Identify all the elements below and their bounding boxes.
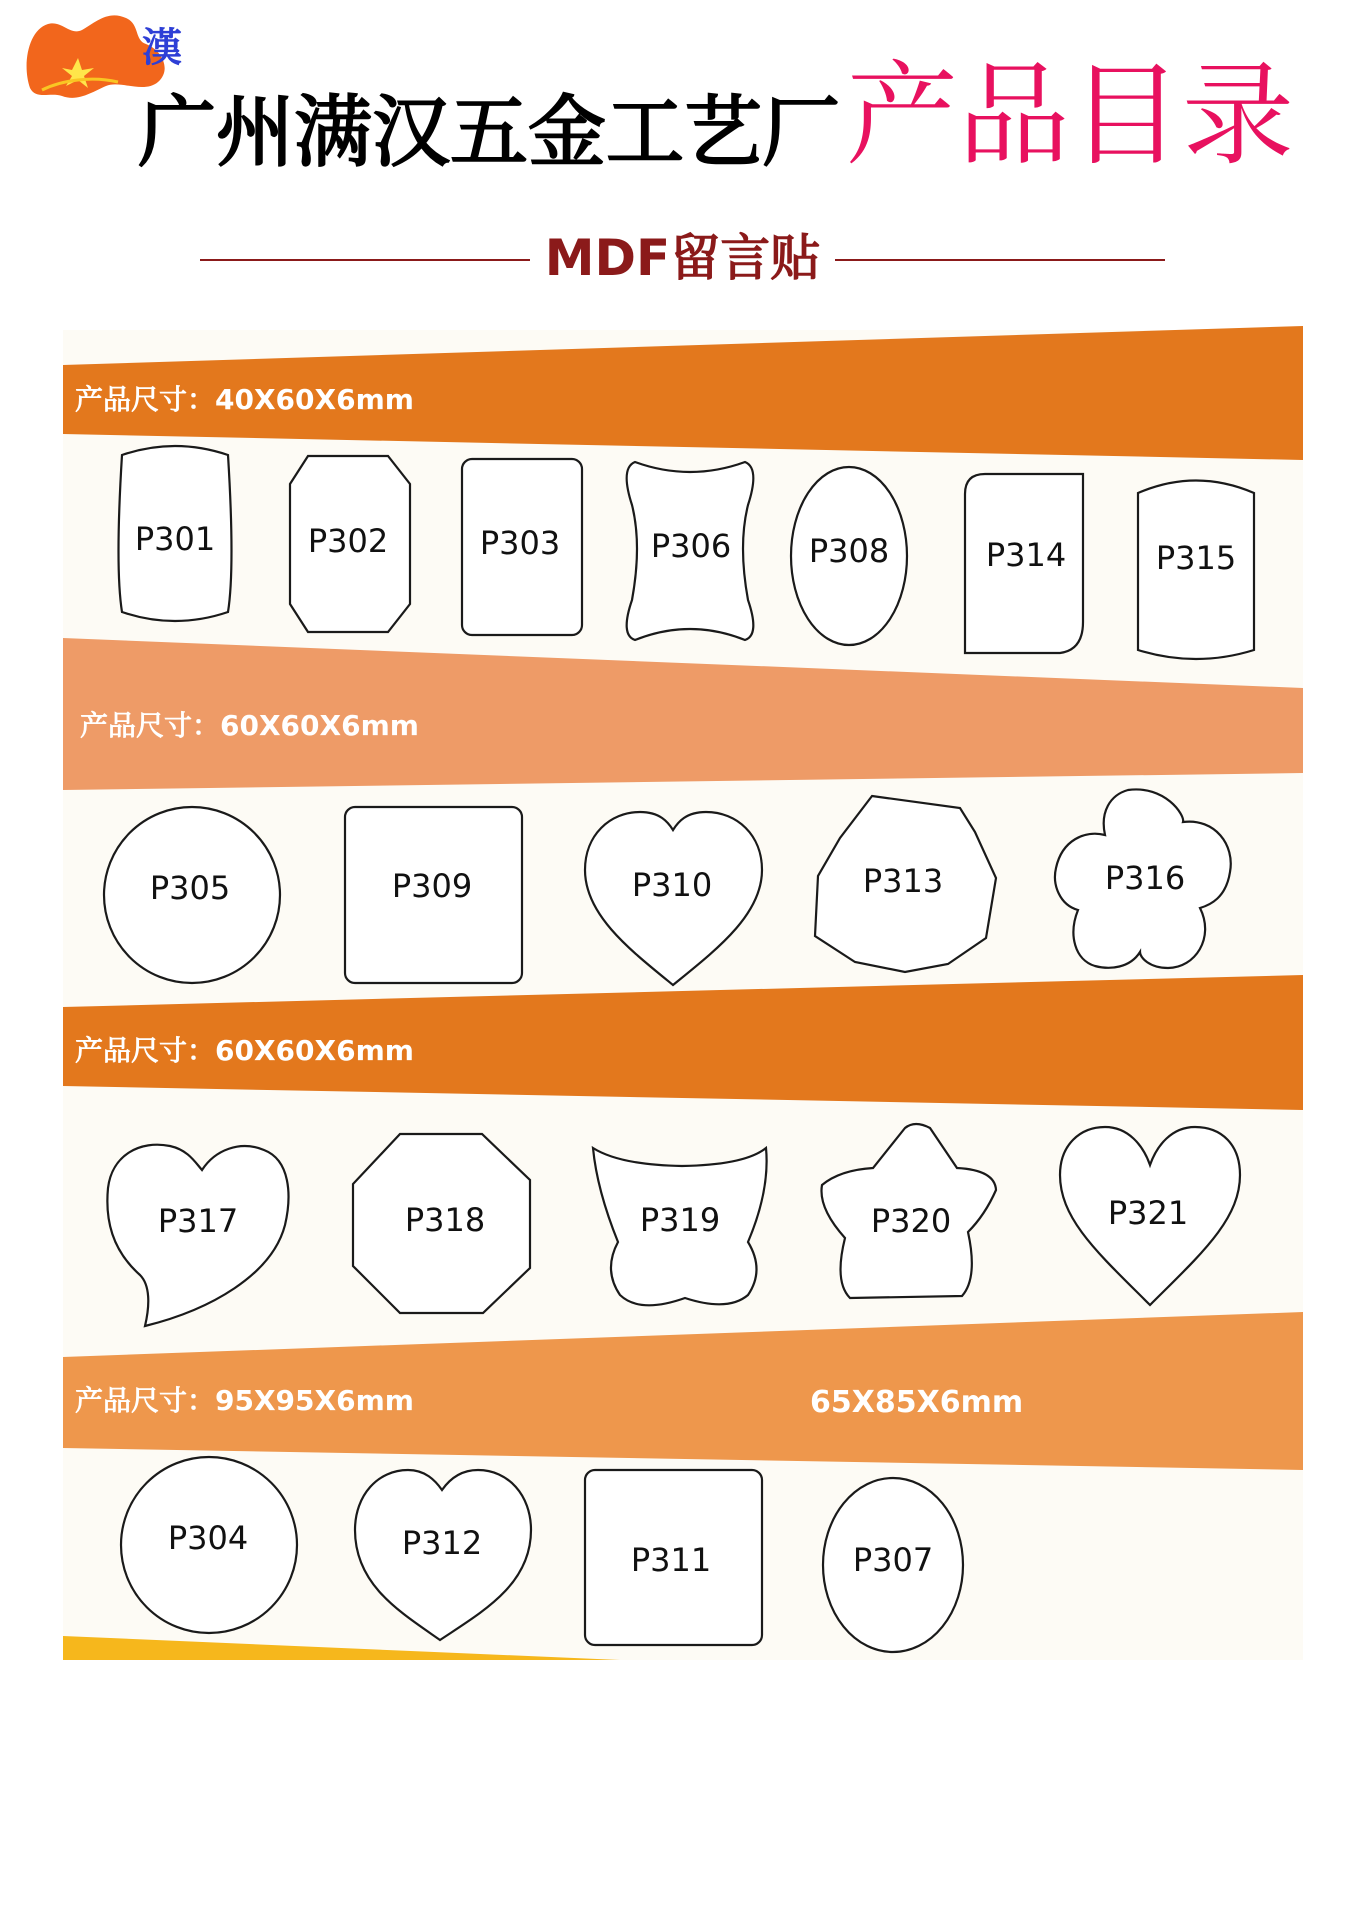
product-code: P305 (149, 869, 231, 907)
product-code: P320 (870, 1202, 952, 1240)
product-P319 (593, 1148, 767, 1305)
product-code: P306 (650, 527, 732, 565)
product-P305 (104, 807, 280, 983)
product-P318 (353, 1134, 530, 1313)
product-P311 (585, 1470, 762, 1645)
catalog-heading: 产品目录 (846, 51, 1295, 181)
band-4-size-label: 产品尺寸：95X95X6mm (75, 1384, 414, 1417)
product-P304 (121, 1457, 297, 1633)
product-code: P311 (630, 1541, 712, 1579)
product-code: P302 (307, 522, 389, 560)
product-code: P321 (1107, 1194, 1189, 1232)
product-P309 (345, 807, 522, 983)
company-name: 广州满汉五金工艺厂 (138, 88, 841, 178)
product-P302 (290, 456, 410, 632)
product-code: P315 (1155, 539, 1237, 577)
product-code: P312 (401, 1524, 483, 1562)
product-P301 (119, 446, 232, 621)
product-code: P319 (639, 1201, 721, 1239)
band-2-size-label: 产品尺寸：60X60X6mm (80, 709, 419, 742)
product-code: P307 (852, 1541, 934, 1579)
product-P303 (462, 459, 582, 635)
product-code: P318 (404, 1201, 486, 1239)
product-code: P310 (631, 866, 713, 904)
product-code: P313 (862, 862, 944, 900)
product-code: P309 (391, 867, 473, 905)
product-P308 (791, 467, 907, 645)
band-1-size-label: 产品尺寸：40X60X6mm (75, 383, 414, 416)
product-code: P317 (157, 1202, 239, 1240)
product-P307 (823, 1478, 963, 1652)
band-3-size-label: 产品尺寸：60X60X6mm (75, 1034, 414, 1067)
product-P315 (1138, 481, 1254, 660)
product-code: P303 (479, 524, 561, 562)
product-code: P316 (1104, 859, 1186, 897)
product-P314 (965, 474, 1083, 653)
product-line-title: MDF留言贴 (544, 229, 821, 287)
product-code: P301 (134, 520, 216, 558)
product-code: P308 (808, 532, 890, 570)
logo-character: 漢 (142, 25, 182, 71)
product-P306 (627, 462, 754, 640)
band-4-secondary-size-label: 65X85X6mm (810, 1385, 1024, 1420)
product-code: P314 (985, 536, 1067, 574)
product-code: P304 (167, 1519, 249, 1557)
